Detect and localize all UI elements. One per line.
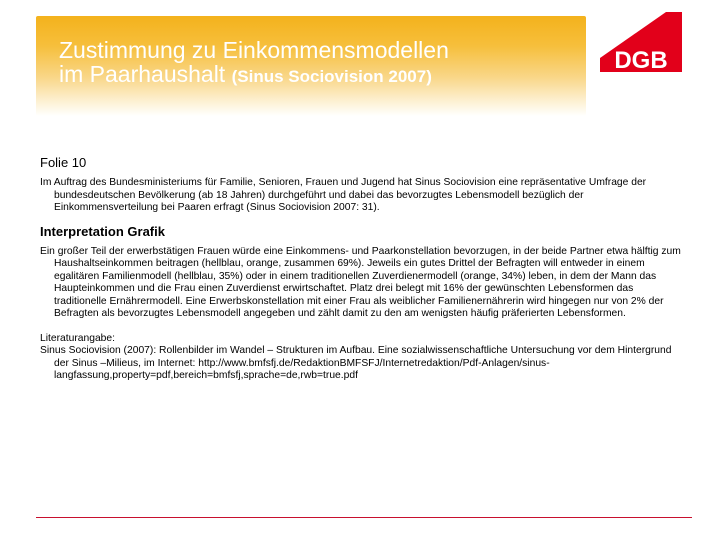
literature-label: Literaturangabe: — [40, 332, 115, 344]
dgb-logo — [590, 10, 690, 80]
footer-divider — [36, 517, 692, 518]
interpretation-heading: Interpretation Grafik — [40, 223, 165, 239]
literature-reference: Sinus Sociovision (2007): Rollenbilder im Wandel – Strukturen im Aufbau. Eine sozialwissenschaftliche Untersuchung vor dem Hintergrund der Sinus –Milieus, im Internet: http://www.bmfsfj.de/RedaktionBMFSFJ/Internetredaktion/Pdf-Anlagen/sinus-langfassung,property=pdf,bereich=bmfsfj,sprache=de,rwb=true.pdf — [40, 345, 672, 381]
title-line-2 — [59, 62, 599, 89]
slide-label: Folie 10 — [40, 155, 87, 170]
interpretation-paragraph: Ein großer Teil der erwerbstätigen Frauen würde eine Einkommens- und Paarkonstellation bevorzugen, in der beide Partner etwa hälftig zum Haushaltseinkommen beitragen (hellblau, orange, zusammen 69%). Jeweils ein gutes Drittel der Befragten will entweder in einem egalitären Familienmodell (hellblau, 35%) oder in einem traditionellen Zuverdienermodell (orange, 34%) leben, in dem der Mann das Haupteinkommen und die Frau einen Zuverdienst erwirtschaftet. Platz drei belegt mit 16% der gewünschten Lebensformen das traditionelle Ernährermodell. Eine Erwerbskonstellation mit einer Frau als weiblicher Familienernährerin wird hingegen nur von 2% der Befragten als bevorzugtes Lebensmodell angegeben und zählt damit zu den am wenigsten häufig präferierten Lebensformen. — [40, 245, 681, 319]
title-source: (Sinus Sociovision 2007) — [231, 67, 432, 86]
notes-body — [40, 155, 688, 383]
page-title — [59, 38, 599, 89]
title-line-1: Zustimmung zu Einkommensmodellen — [59, 37, 449, 63]
dgb-logo-text: DGB — [614, 47, 668, 74]
intro-paragraph: Im Auftrag des Bundesministeriums für Familie, Senioren, Frauen und Jugend hat Sinus Sociovision eine repräsentative Umfrage der bundesdeutschen Bevölkerung (ab 18 Jahren) durchgeführt und dabei das bevorzugtes Lebensmodell bezüglich der Einkommensverteilung bei Paaren erfragt (Sinus Sociovision 2007: 31). — [40, 177, 647, 213]
title-line-2-main: im Paarhaushalt — [59, 61, 226, 87]
